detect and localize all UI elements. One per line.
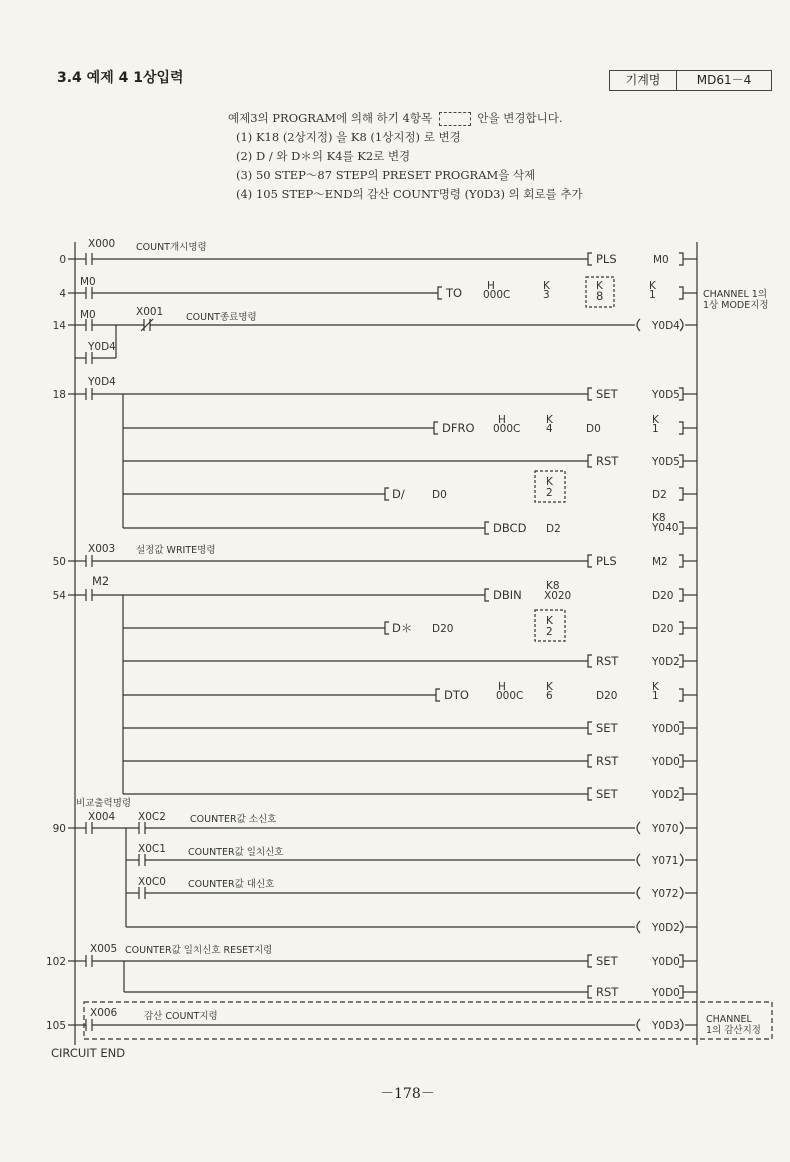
step-18: 18 [52,389,66,401]
op-y0d2-rst: Y0D2 [652,656,680,668]
op-y0d2-coil: Y0D2 [652,922,680,934]
note-ch1-b: 1상 MODE지정 [703,300,769,311]
op-2a: 2 [546,487,553,499]
op-d20-mul: D20 [432,623,454,635]
op-k-3: K [543,280,550,292]
contact-x006: X006 [90,1007,118,1019]
instr-dbin: DBIN [493,588,522,602]
comment-counter-equal: COUNTER값 일치신호 [188,847,284,858]
op-1: 1 [649,289,656,301]
step-54: 54 [52,590,66,602]
instr-dto: DTO [444,688,469,702]
contact-x001: X001 [136,306,164,318]
contact-y0d4-a: Y0D4 [88,341,116,353]
contact-x0c1: X0C1 [138,843,166,855]
comment-counter-small: COUNTER값 소신호 [190,814,277,825]
instr-set-54b: SET [596,787,618,801]
op-h-54: H [498,681,506,693]
op-2b: 2 [546,626,553,638]
step-4: 4 [59,288,66,300]
op-d0-dfro: D0 [586,423,601,435]
intro-text-a: 예제3의 PROGRAM에 의해 하기 4항목 [228,111,433,125]
op-1c: 1 [652,690,659,702]
contact-m0-a: M0 [80,276,96,288]
instr-set-102: SET [596,954,618,968]
instr-dfro: DFRO [442,421,475,435]
instr-pls-50: PLS [596,554,617,568]
instr-rst-102: RST [596,985,619,999]
op-000c-54: 000C [496,690,524,702]
instr-dbcd: DBCD [493,521,527,535]
op-d20-mul-out: D20 [652,623,674,635]
op-k-2b: K [546,615,553,627]
intro-text-b: 안을 변경합니다. [477,111,563,125]
op-3: 3 [543,289,550,301]
op-m2: M2 [652,556,668,568]
op-y0d2-set: Y0D2 [652,789,680,801]
note-ch2-a: CHANNEL [706,1014,752,1025]
op-000c-18: 000C [493,423,521,435]
step-105: 105 [45,1020,66,1032]
instr-rst-54a: RST [596,654,619,668]
op-d0-div: D0 [432,489,447,501]
step-90: 90 [52,823,66,835]
op-y071: Y071 [652,855,679,867]
op-d20-bin: D20 [652,590,674,602]
model-label: 기계명 [609,70,677,91]
contact-m0-b: M0 [80,309,96,321]
op-h-18: H [498,414,506,426]
section-title: 3.4 예제 4 1상입력 [57,70,184,86]
op-k-1c: K [652,681,659,693]
instr-ddiv: D∕ [392,487,405,501]
op-d2-div: D2 [652,489,667,501]
op-6: 6 [546,690,553,702]
op-k-6: K [546,681,553,693]
note-ch2-b: 1의 감산지정 [706,1025,761,1036]
op-y0d3: Y0D3 [652,1020,680,1032]
op-000c-4: 000C [483,289,511,301]
op-k-8: K [596,280,603,292]
op-y0d0-set-102: Y0D0 [652,956,680,968]
op-x020: X020 [544,590,572,602]
step-102: 102 [45,956,66,968]
intro-item-1: (1) K18 (2상지정) 을 K8 (1상지정) 로 변경 [236,130,461,144]
instr-dmul: D＊ [392,621,413,635]
op-y0d0-rst: Y0D0 [652,756,680,768]
contact-x005: X005 [90,943,118,955]
contact-x0c0: X0C0 [138,876,166,888]
op-k-4: K [546,414,553,426]
contact-x0c2: X0C2 [138,811,166,823]
op-k8y: K8 [652,512,666,524]
contact-x003: X003 [88,543,116,555]
op-y0d5-set: Y0D5 [652,389,680,401]
op-d20-dto: D20 [596,690,618,702]
op-d2-bcd: D2 [546,523,561,535]
op-m0: M0 [653,254,669,266]
op-1b: 1 [652,423,659,435]
instr-set-54: SET [596,721,618,735]
comment-count-stop: COUNT종료명령 [186,312,257,323]
page-number: －178－ [380,1086,435,1102]
instr-rst-54b: RST [596,754,619,768]
model-value: MD61－4 [676,70,772,91]
step-14: 14 [52,320,66,332]
comment-write: 설정값 WRITE명령 [136,545,216,556]
note-ch1-a: CHANNEL 1의 [703,289,768,300]
intro-item-2: (2) D / 와 D＊의 K4를 K2로 변경 [236,149,411,163]
op-y040: Y040 [652,522,679,534]
instr-set-18: SET [596,387,618,401]
comment-reset: COUNTER값 일치신호 RESET지령 [125,945,273,956]
op-k-1b: K [652,414,659,426]
instr-to: TO [446,286,463,300]
op-8: 8 [596,289,604,303]
comment-counter-large: COUNTER값 대신호 [188,879,275,890]
instr-pls-0: PLS [596,252,617,266]
op-y070: Y070 [652,823,679,835]
intro-item-4: (4) 105 STEP～END의 감산 COUNT명령 (Y0D3) 의 회로를 추가 [236,187,583,201]
op-y0d4: Y0D4 [652,320,680,332]
instr-rst-18: RST [596,454,619,468]
op-h-4: H [487,280,495,292]
op-y0d0-rst-102: Y0D0 [652,987,680,999]
contact-y0d4-b: Y0D4 [88,376,116,388]
circuit-end-label: CIRCUIT END [51,1046,126,1060]
contact-x000: X000 [88,238,116,250]
op-y072: Y072 [652,888,679,900]
op-4: 4 [546,423,553,435]
op-y0d0-set: Y0D0 [652,723,680,735]
contact-x004: X004 [88,811,116,823]
comment-compare-out: 비교출력명령 [76,798,132,809]
comment-count-start: COUNT개시명령 [136,242,207,253]
op-k-2a: K [546,476,553,488]
op-k-1: K [649,280,656,292]
op-y0d5-rst: Y0D5 [652,456,680,468]
step-0: 0 [59,254,66,266]
op-k8-bin: K8 [546,580,560,592]
comment-down-count: 감산 COUNT지령 [144,1011,218,1022]
step-50: 50 [52,556,66,568]
contact-m2: M2 [92,574,110,588]
intro-item-3: (3) 50 STEP～87 STEP의 PRESET PROGRAM을 삭제 [236,168,536,182]
